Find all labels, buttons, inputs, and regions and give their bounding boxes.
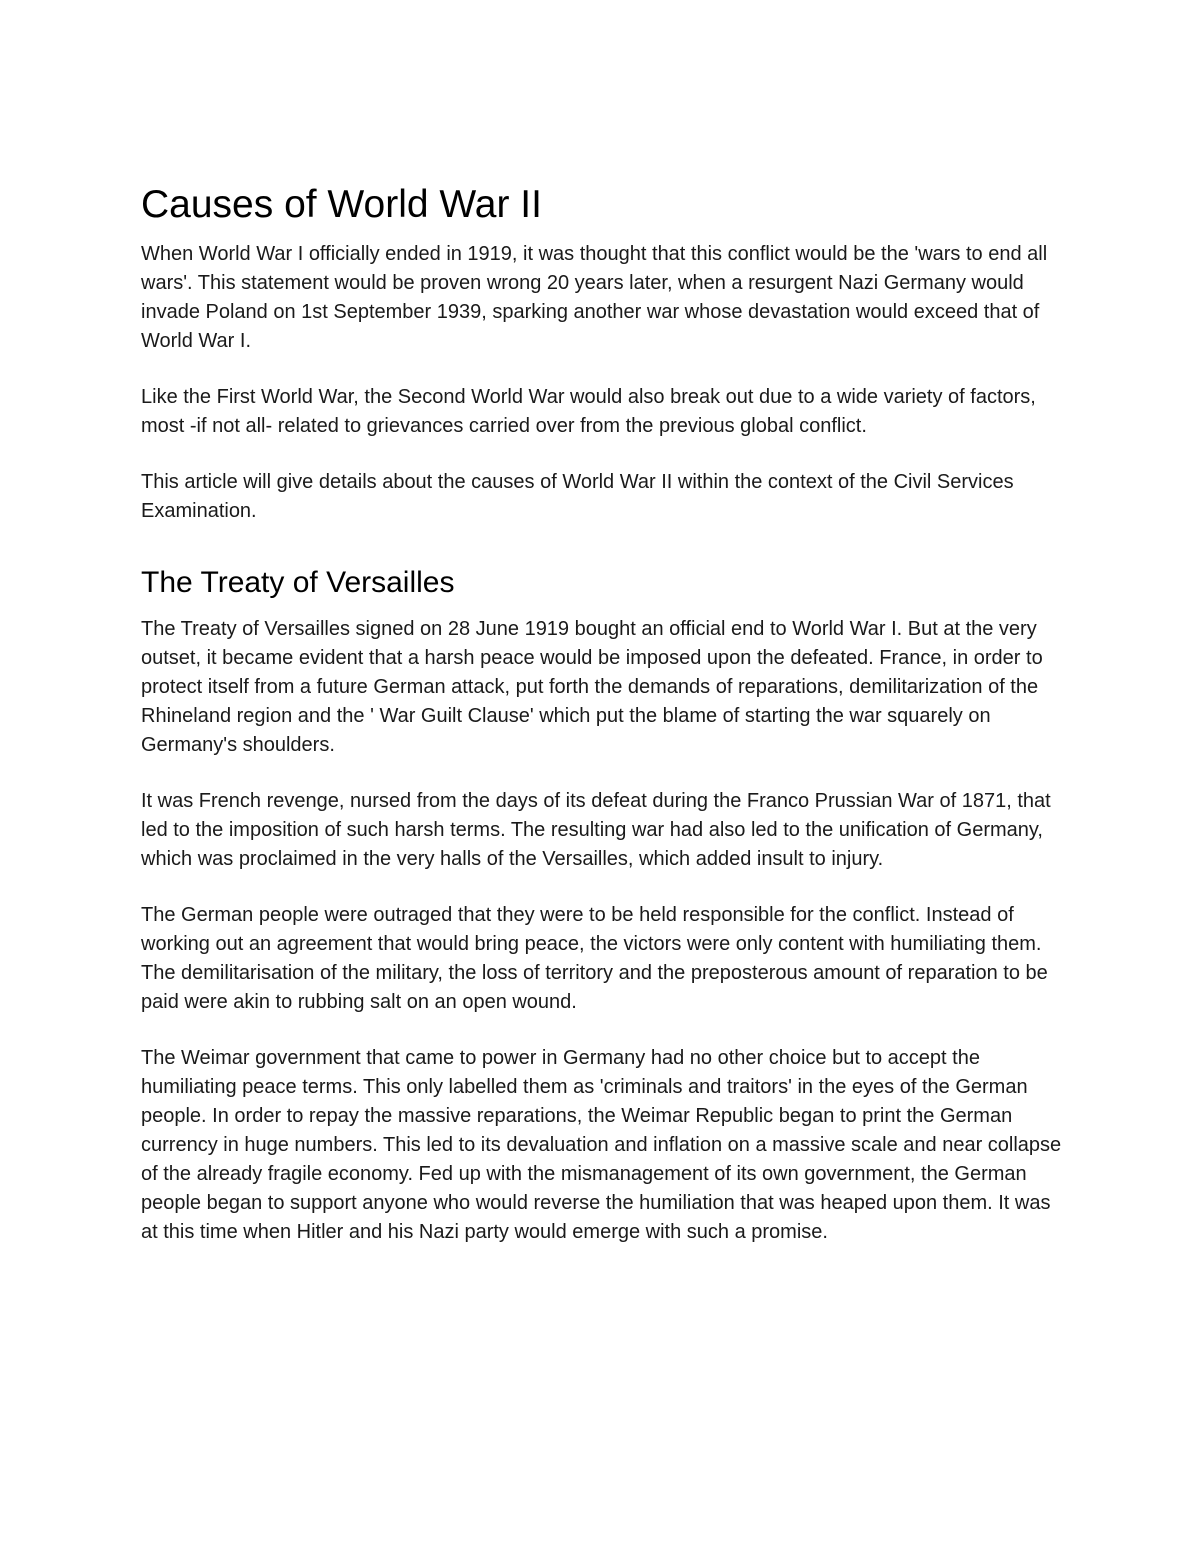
intro-paragraph: This article will give details about the causes of World War II within the context of the Civil Services Examination. [141, 471, 1014, 522]
section-paragraph: It was French revenge, nursed from the days of its defeat during the Franco Prussian War of 1871, that led to the imposition of such harsh terms. The resulting war had also led to the unification of Germany, which was proclaimed in the very halls of the Versailles, which added insult to injury. [141, 790, 1051, 870]
section-heading: The Treaty of Versailles [141, 566, 455, 599]
intro-paragraph: When World War I officially ended in 1919, it was thought that this conflict would be the 'wars to end all wars'. This statement would be proven wrong 20 years later, when a resurgent Nazi Germany would invade Poland on 1st September 1939, sparking another war whose devastation would exceed that of World War I. [141, 243, 1048, 352]
document-page [141, 180, 1066, 1274]
section-treaty-of-versailles [141, 563, 1066, 1247]
section-paragraph: The Treaty of Versailles signed on 28 June 1919 bought an official end to World War I. But at the very outset, it became evident that a harsh peace would be imposed upon the defeated. France, in order to protect itself from a future German attack, put forth the demands of reparations, demilitarization of the Rhineland region and the ' War Guilt Clause' which put the blame of starting the war squarely on Germany's shoulders. [141, 618, 1043, 756]
section-paragraph: The Weimar government that came to power in Germany had no other choice but to accept the humiliating peace terms. This only labelled them as 'criminals and traitors' in the eyes of the German people. In order to repay the massive reparations, the Weimar Republic began to print the German currency in huge numbers. This led to its devaluation and inflation on a massive scale and near collapse of the already fragile economy. Fed up with the mismanagement of its own government, the German people began to support anyone who would reverse the humiliation that was heaped upon them. It was at this time when Hitler and his Nazi party would emerge with such a promise. [141, 1047, 1062, 1243]
section-paragraph: The German people were outraged that they were to be held responsible for the conflict. Instead of working out an agreement that would bring peace, the victors were only content with humiliating them. The demilitarisation of the military, the loss of territory and the preposterous amount of reparation to be paid were akin to rubbing salt on an open wound. [141, 904, 1048, 1013]
intro-paragraph: Like the First World War, the Second World War would also break out due to a wide variety of factors, most -if not all- related to grievances carried over from the previous global conflict. [141, 386, 1036, 437]
section-spacer [141, 553, 1066, 563]
document-title: Causes of World War II [141, 183, 542, 226]
